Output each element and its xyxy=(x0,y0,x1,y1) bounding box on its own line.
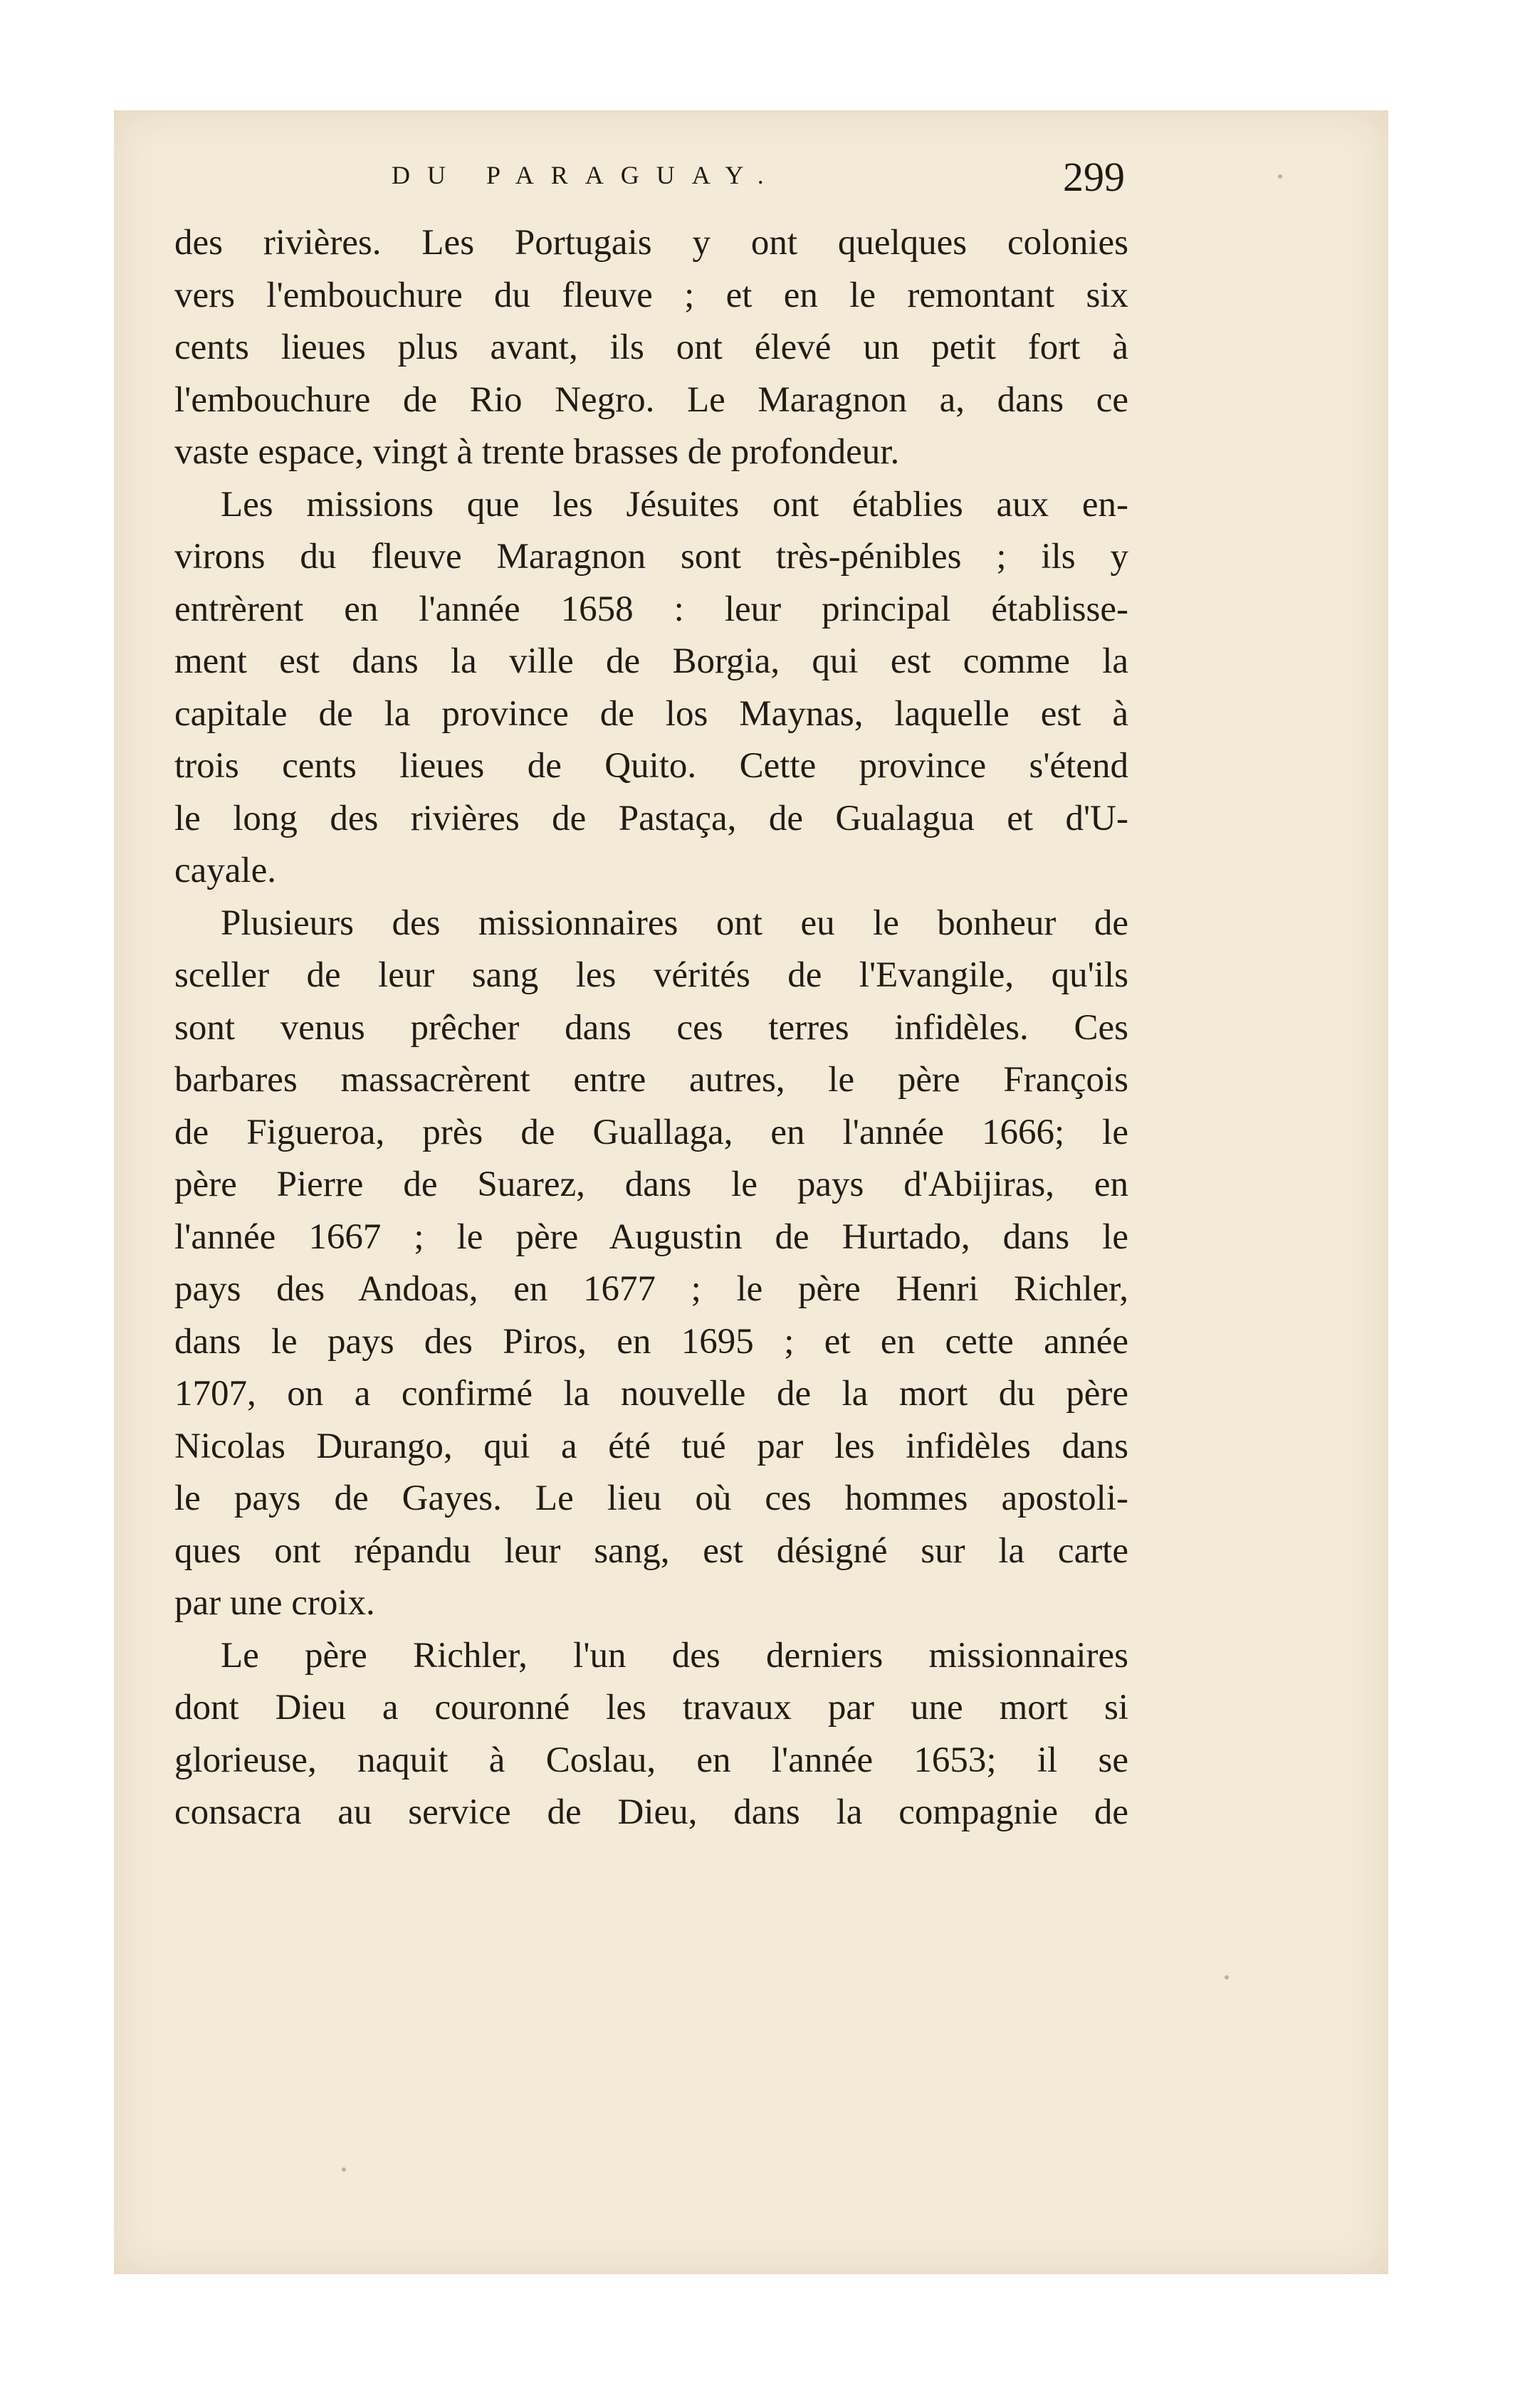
text-line: des rivières. Les Portugais y ont quelques colonies xyxy=(174,223,1128,263)
text-line: entrèrent en l'année 1658 : leur principal établisse- xyxy=(174,589,1128,629)
text-line: vers l'embouchure du fleuve ; et en le remontant six xyxy=(174,275,1128,315)
text-line: capitale de la province de los Maynas, laquelle est à xyxy=(174,693,1128,734)
text-line: ment est dans la ville de Borgia, qui est comme la xyxy=(174,641,1128,681)
text-line: de Figueroa, près de Guallaga, en l'année 1666; le xyxy=(174,1112,1128,1152)
paragraph xyxy=(174,479,1128,898)
text-line: vaste espace, vingt à trente brasses de profondeur. xyxy=(174,432,900,472)
page-number: 299 xyxy=(1063,154,1125,200)
text-line: père Pierre de Suarez, dans le pays d'Abijiras, en xyxy=(174,1164,1128,1204)
text-line: le pays de Gayes. Le lieu où ces hommes apostoli- xyxy=(174,1478,1128,1518)
text-line: sont venus prêcher dans ces terres infidèles. Ces xyxy=(174,1007,1128,1048)
text-line: par une croix. xyxy=(174,1583,375,1623)
text-line: sceller de leur sang les vérités de l'Evangile, qu'ils xyxy=(174,955,1128,995)
text-line: consacra au service de Dieu, dans la compagnie de xyxy=(174,1792,1128,1832)
text-line: l'embouchure de Rio Negro. Le Maragnon a, dans ce xyxy=(174,379,1128,420)
text-line: barbares massacrèrent entre autres, le père François xyxy=(174,1060,1128,1100)
paragraph xyxy=(174,1630,1128,1839)
text-line: cents lieues plus avant, ils ont élevé un petit fort à xyxy=(174,327,1128,367)
text-line: ques ont répandu leur sang, est désigné sur la carte xyxy=(174,1530,1128,1571)
text-line: dans le pays des Piros, en 1695 ; et en cette année xyxy=(174,1321,1128,1362)
text-line: pays des Andoas, en 1677 ; le père Henri Richler, xyxy=(174,1269,1128,1309)
page-header xyxy=(281,153,1125,210)
text-line: Nicolas Durango, qui a été tué par les infidèles dans xyxy=(174,1426,1128,1466)
paragraph xyxy=(174,217,1128,479)
text-line: dont Dieu a couronné les travaux par une mort si xyxy=(174,1688,1128,1728)
text-line: Le père Richler, l'un des derniers missionnaires xyxy=(221,1635,1128,1676)
body-text xyxy=(174,217,1128,1839)
text-line: Plusieurs des missionnaires ont eu le bonheur de xyxy=(221,903,1128,943)
paper-speck xyxy=(1225,1975,1229,1979)
paragraph xyxy=(174,898,1128,1630)
paper-speck xyxy=(342,2167,346,2172)
running-title: DU PARAGUAY. xyxy=(392,161,781,189)
text-line: virons du fleuve Maragnon sont très-pénibles ; ils y xyxy=(174,537,1128,577)
paper-speck xyxy=(1278,174,1282,179)
text-line: glorieuse, naquit à Coslau, en l'année 1653; il se xyxy=(174,1740,1128,1780)
text-line: trois cents lieues de Quito. Cette province s'étend xyxy=(174,746,1128,786)
text-line: 1707, on a confirmé la nouvelle de la mort du père xyxy=(174,1374,1128,1414)
text-line: cayale. xyxy=(174,851,276,890)
text-line: le long des rivières de Pastaça, de Gualagua et d'U- xyxy=(174,798,1128,838)
text-line: Les missions que les Jésuites ont établies aux en- xyxy=(221,484,1128,525)
text-line: l'année 1667 ; le père Augustin de Hurtado, dans le xyxy=(174,1216,1128,1257)
